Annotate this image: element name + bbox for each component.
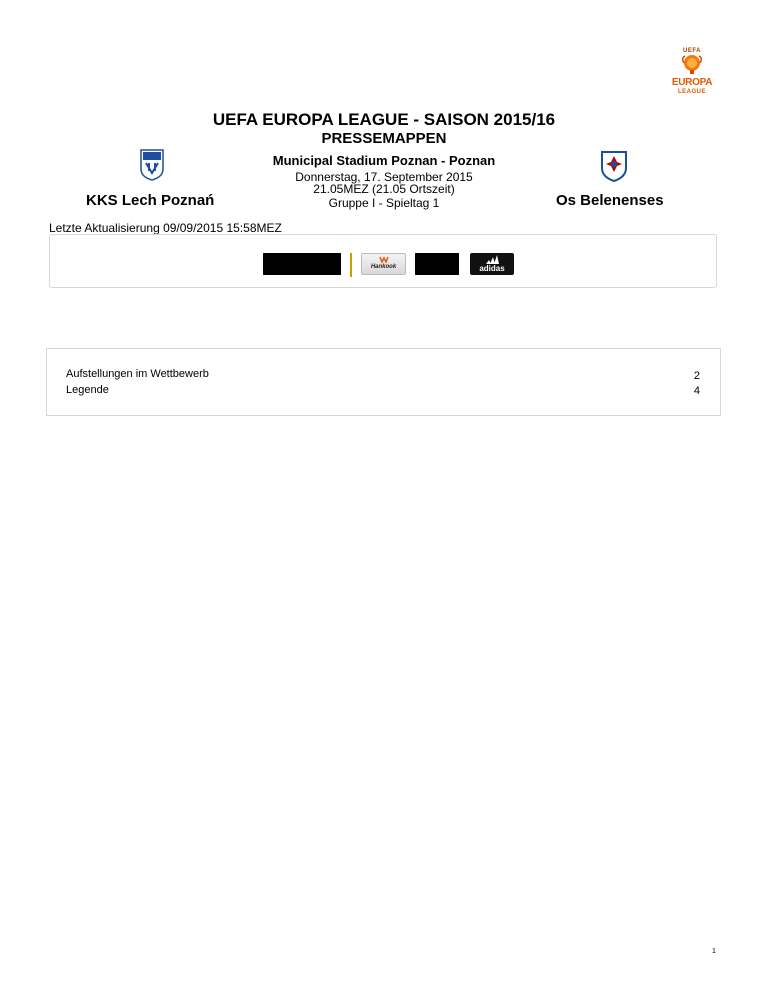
page-number: 1 bbox=[712, 948, 716, 955]
hankook-text: Hankook bbox=[370, 264, 397, 270]
sponsor-strip bbox=[49, 234, 717, 288]
match-kickoff: 21.05MEZ (21.05 Ortszeit) bbox=[313, 182, 455, 196]
home-team-name: KKS Lech Poznań bbox=[86, 192, 215, 209]
document-title: UEFA EUROPA LEAGUE - SAISON 2015/16 bbox=[212, 110, 556, 129]
away-team-name: Os Belenenses bbox=[556, 192, 664, 209]
hankook-mark-icon bbox=[379, 256, 389, 263]
adidas-logo bbox=[470, 253, 514, 275]
sponsor-logo-1 bbox=[263, 253, 341, 275]
europa-league-logo bbox=[664, 48, 720, 104]
sponsor-logo-3 bbox=[415, 253, 459, 275]
match-group: Gruppe I - Spieltag 1 bbox=[328, 196, 440, 210]
toc-page-lineups[interactable]: 2 bbox=[693, 370, 700, 382]
document-subtitle: PRESSEMAPPEN bbox=[321, 130, 447, 147]
toc-item-lineups[interactable]: Aufstellungen im Wettbewerb bbox=[66, 368, 209, 380]
adidas-text: adidas bbox=[479, 264, 505, 273]
table-of-contents bbox=[46, 348, 721, 416]
belenenses-crest-icon bbox=[600, 150, 628, 182]
last-update-text: Letzte Aktualisierung 09/09/2015 15:58MEZ bbox=[49, 221, 282, 235]
sponsor-divider bbox=[350, 253, 352, 277]
logo-europa-text: EUROPA bbox=[671, 77, 713, 88]
toc-page-legend[interactable]: 4 bbox=[693, 385, 700, 397]
adidas-stripes-icon bbox=[485, 255, 499, 264]
match-date: Donnerstag, 17. September 2015 bbox=[295, 170, 473, 184]
match-stadium: Municipal Stadium Poznan - Poznan bbox=[272, 153, 496, 168]
trophy-icon bbox=[680, 54, 704, 76]
logo-uefa-text: UEFA bbox=[682, 48, 701, 54]
toc-item-legend[interactable]: Legende bbox=[66, 384, 109, 396]
logo-league-text: LEAGUE bbox=[677, 89, 706, 95]
hankook-logo bbox=[361, 253, 406, 275]
